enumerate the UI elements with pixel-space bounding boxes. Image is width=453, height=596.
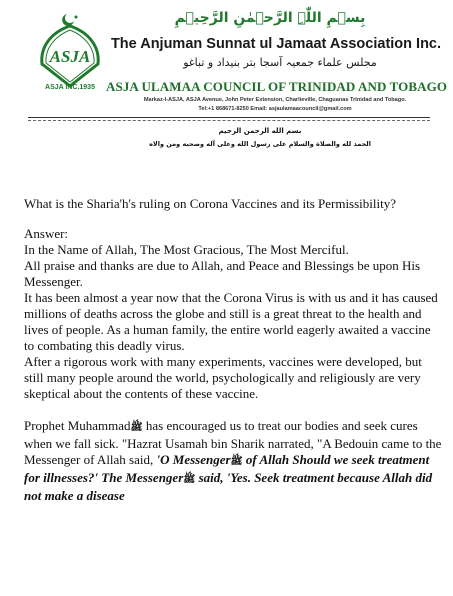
hadith-quote-start: 'O Messenger <box>156 452 231 467</box>
paragraph-hadith <box>24 418 444 504</box>
logo-text: ASJA <box>49 47 91 66</box>
asja-logo <box>36 12 104 90</box>
hadith-quote-middle: of Allah Should we seek treatment for illnesses?' The Messenger <box>24 452 430 485</box>
organization-name: The Anjuman Sunnat ul Jamaat Association Inc. <box>110 36 442 52</box>
hadith-quote-end: said, 'Yes. Seek treatment because Allah did not make a disease <box>24 470 433 503</box>
paragraph-vaccines: After a rigorous work with many experiments, vaccines were developed, but still many people around the world, psychologically and religiously are very skeptical about the contents of these vaccine. <box>24 354 422 401</box>
paragraph-basmala: In the Name of Allah, The Most Gracious, The Most Merciful. <box>24 242 349 257</box>
council-name: ASJA ULAMAA COUNCIL OF TRINIDAD AND TOBAGO <box>106 79 448 94</box>
pbuh-symbol: ﷺ <box>130 422 143 433</box>
header-divider <box>28 117 430 118</box>
answer-label: Answer: <box>24 226 69 241</box>
pbuh-symbol: ﷺ <box>183 474 196 485</box>
paragraph-spacer <box>24 402 444 418</box>
document-body <box>24 196 444 504</box>
address-line: Markaz-I-ASJA, ASJA Avenue, John Peter Extension, Charlieville, Chaguanas Trinidad and Tobago. <box>143 97 407 103</box>
crescent-icon <box>62 14 74 26</box>
contact-line: Tel:+1 868671-8250 Email: asjaulamaacouncil@gmail.com <box>198 106 352 112</box>
pbuh-symbol: ﷺ <box>230 456 243 467</box>
hadith-text: has encouraged us to treat our bodies and seek cures when we fall sick. "Hazrat Usamah bin Sharik narrated, "A Bedouin came to the Messenger of Allah said, <box>24 418 442 467</box>
hadith-prophet: Prophet Muhammad <box>24 418 131 433</box>
header-divider-secondary <box>28 120 430 121</box>
question-text: What is the Sharia'h's ruling on Corona Vaccines and its Permissibility? <box>24 196 396 211</box>
star-icon <box>75 16 78 19</box>
letterhead <box>0 0 453 160</box>
bismillah-calligraphy: بِسۡمِ اللّٰہِ الرَّحۡمٰنِ الرَّحِیۡمِ <box>174 10 366 26</box>
arabic-bismillah: بسم الله الرحمن الرحيم <box>218 127 302 135</box>
arabic-praise: الحمد لله والصلاة والسلام على رسول الله وعلى آله وصحبه ومن والاه <box>149 140 371 148</box>
logo-year: ASJA INC.1935 <box>45 84 95 90</box>
organization-name-urdu: مجلس علماء جمعیہ آسجا بتر بنیداد و تباغو <box>183 56 377 69</box>
paragraph-praise: All praise and thanks are due to Allah, and Peace and Blessings be upon His Messenger. <box>24 258 421 289</box>
paragraph-corona: It has been almost a year now that the Corona Virus is with us and it has caused millions of deaths across the globe and still is a great threat to the health and lives of people. As a human family, the entire world eagerly awaited a vaccine to combating this deadly virus. <box>24 290 438 353</box>
